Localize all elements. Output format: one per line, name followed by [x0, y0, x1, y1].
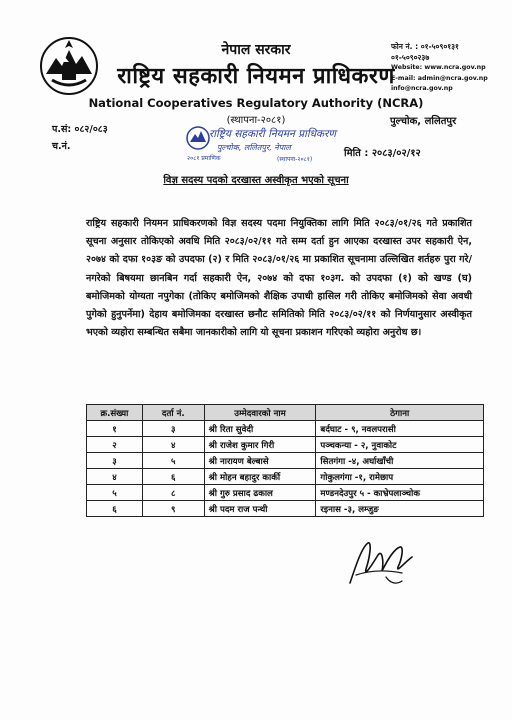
office-stamp — [185, 121, 355, 167]
candidate-name-cell: श्री नारायण बेल्बासे — [204, 453, 316, 469]
column-header-registration-no: दर्ता नं. — [142, 405, 204, 421]
registration-cell: ८ — [142, 485, 204, 501]
info-email: info@ncra.gov.np — [391, 85, 453, 92]
registration-cell: ५ — [142, 453, 204, 469]
column-header-serial: क्र.संख्या — [87, 405, 143, 421]
address-cell: गोकुलगंगा -१, रामेछाप — [316, 469, 484, 485]
organization-name-nepali: राष्ट्रिय सहकारी नियमन प्राधिकरण — [117, 64, 395, 89]
reference-block — [52, 121, 108, 155]
letter-number: प.सं: ०८२/०८३ — [52, 124, 108, 135]
registration-cell: ६ — [142, 469, 204, 485]
registration-cell: ४ — [142, 437, 204, 453]
organization-name-english: National Cooperatives Regulatory Authority (NCRA) — [88, 96, 424, 110]
dispatch-number: च.नं. — [52, 141, 71, 152]
candidate-name-cell: श्री रिता सुवेदी — [204, 421, 316, 437]
address-cell: सितगंगा -४, अर्घाखाँची — [316, 453, 484, 469]
serial-cell: ५ — [87, 485, 143, 501]
column-header-address: ठेगाना — [316, 405, 484, 421]
stamp-established: (स्थापना-२०८१) — [277, 156, 313, 163]
contact-block — [391, 42, 488, 95]
serial-cell: १ — [87, 421, 143, 437]
table-row — [87, 453, 484, 469]
rejected-applicants-table — [86, 404, 484, 517]
stamp-emblem-caption: २०८१ प्रमाणिक — [187, 155, 221, 162]
stamp-emblem-icon — [185, 123, 211, 153]
table-header-row — [87, 405, 484, 421]
column-header-candidate-name: उम्मेदवारको नाम — [204, 405, 316, 421]
candidate-name-cell: श्री पदम राज पन्थी — [204, 501, 316, 517]
serial-cell: ३ — [87, 453, 143, 469]
registration-cell: ९ — [142, 501, 204, 517]
address-cell: पञ्चकन्या - २, नुवाकोट — [316, 437, 484, 453]
serial-cell: २ — [87, 437, 143, 453]
address-cell: बर्दघाट - ९, नवलपरासी — [316, 421, 484, 437]
stamp-address: पुल्चोक, ललितपुर, नेपाल — [217, 143, 291, 152]
phone-primary: फोन नं. : ०१-५०९०१३१ — [391, 42, 459, 51]
table-row — [87, 437, 484, 453]
candidate-name-cell: श्री मोहन बहादुर कार्की — [204, 469, 316, 485]
address-cell: रइनास -३, लम्जुङ — [316, 501, 484, 517]
notice-body: राष्ट्रिय सहकारी नियमन प्राधिकरणको विज्ञ सदस्य पदमा नियुक्तिका लागि मिति २०८३/०१/२६ गते प्रकाशित सूचना अनुसार तोकिएको अवधि मिति २०८३/०२/११ गते सम्म दर्ता हुन आएका दरखास्त उपर सहकारी ऐन, २०७४ को दफा १०३ङ को उपदफा (२) र मिति २०८३/०१/२६ मा प्रकाशित सूचनामा उल्लिखित शर्तहरु पुरा गरे/नगरेको बिषयमा छानबिन गर्दा सहकारी ऐन, २०७४ को दफा १०३ग. को उपदफा (१) को खण्ड (घ) बमोजिमको योग्यता नपुगेका (तोकिए बमोजिमको शैक्षिक उपाधी हासिल गरी तोकिए बमोजिमको सेवा अवधी पुगेको हुनुपर्नेमा) देहाय बमोजिमका दरखास्त छनौट समितिको मिति २०८३/०२/११ को निर्णयानुसार अस्वीकृत भएको व्यहोरा सम्बन्धित सबैमा जानकारीको लागि यो सूचना प्रकाशन गरिएको व्यहोरा अनुरोध छ। — [86, 218, 472, 339]
table-row — [87, 485, 484, 501]
notice-title: विज्ञ सदस्य पदको दरखास्त अस्वीकृत भएको सूचना — [163, 175, 349, 186]
website: Website: www.ncra.gov.np — [391, 64, 486, 71]
stamp-org-name: राष्ट्रिय सहकारी नियमन प्राधिकरण — [209, 128, 337, 140]
serial-cell: ६ — [87, 501, 143, 517]
table-row — [87, 421, 484, 437]
email: E-mail: admin@ncra.gov.np — [391, 74, 488, 82]
government-name: नेपाल सरकार — [221, 42, 291, 58]
table-row — [87, 501, 484, 517]
signature — [342, 535, 422, 591]
established-year: (स्थापना-२०८१) — [226, 115, 286, 126]
address-cell: मण्डनदेउपुर ५ - काभ्रेपलाञ्चोक — [316, 485, 484, 501]
registration-cell: ३ — [142, 421, 204, 437]
candidate-name-cell: श्री राजेश कुमार गिरी — [204, 437, 316, 453]
phone-secondary: ०१-५०९०२३७ — [391, 52, 430, 62]
serial-cell: ४ — [87, 469, 143, 485]
table-row — [87, 469, 484, 485]
candidate-name-cell: श्री गुरु प्रसाद ढकाल — [204, 485, 316, 501]
letter-date: मिति : २०८३/०२/१२ — [344, 148, 421, 159]
office-location: पुल्चोक, ललितपुर — [390, 116, 457, 127]
